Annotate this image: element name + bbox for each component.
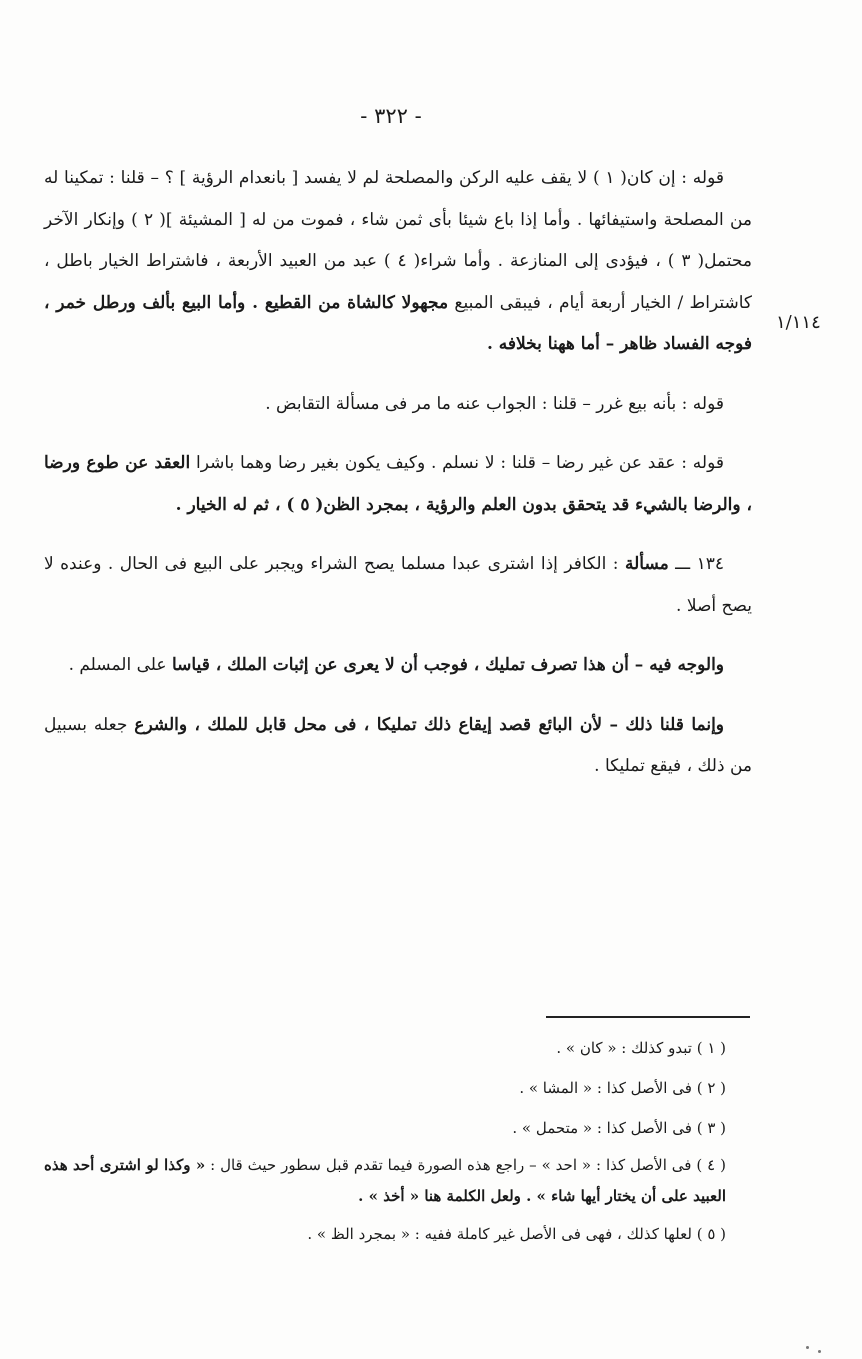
paragraph-bold-text: والوجه فيه – أن هذا تصرف تمليك ، فوجب أن لا يعرى عن إثبات الملك ، قياسا (171, 655, 724, 675)
paragraph-3 (44, 443, 752, 526)
margin-reference: ١/١١٤ (776, 312, 821, 333)
issue-label: مسألة (624, 554, 669, 574)
paragraph-text: قوله : بأنه بيع غرر – قلنا : الجواب عنه ما مر فى مسألة التقابض . (265, 393, 724, 414)
footnote-bold-text: « وكذا لو اشترى أحد هذه العبيد على أن يختار أيها شاء » . ولعل الكلمة هنا « أخذ » . (44, 1156, 726, 1205)
footnote-2 (44, 1070, 752, 1106)
scan-speck (818, 1350, 821, 1353)
paragraph-1 (44, 158, 752, 366)
footnote-marker: ( ٥ ) (696, 1225, 726, 1243)
paragraph-text: على المسلم . (68, 655, 167, 675)
footnote-text: تبدو كذلك : « كان » . (556, 1039, 692, 1057)
footnote-text: فى الأصل كذا : « المشا » . (519, 1079, 692, 1097)
footnote-3 (44, 1110, 752, 1146)
scan-speck (806, 1346, 809, 1349)
paragraph-2 (44, 384, 752, 426)
paragraph-6 (44, 705, 752, 788)
paragraph-bold-text: مجهولا كالشاة من القطيع . وأما البيع بألف ورطل خمر ، فوجه الفساد ظاهر – أما ههنا بخلافه . (44, 292, 752, 354)
footnote-divider (546, 1016, 750, 1018)
footnote-marker: ( ٤ ) (696, 1156, 726, 1174)
footnote-1 (44, 1030, 752, 1066)
footnote-text: فى الأصل كذا : « احد » – راجع هذه الصورة فيما تقدم قبل سطور حيث قال : (210, 1156, 692, 1174)
paragraph-bold-text: العقد عن طوع ورضا ، والرضا بالشيء قد يتحقق بدون العلم والرؤية ، بمجرد الظن( ٥ ) ، ثم له الخيار . (44, 453, 752, 515)
footnote-4 (44, 1150, 752, 1212)
footnote-5 (44, 1216, 752, 1252)
paragraph-text: قوله : إن كان( ١ ) لا يقف عليه الركن والمصلحة لم لا يفسد [ بانعدام الرؤية ] ؟ – قلنا : تمكينا له من المصلحة واستيفائها . وأما إذا باع شيئا بأى ثمن شاء ، فموت من له [ المشيئة ]( ٢ ) وإنكار الآخر محتمل( ٣ ) ، فيؤدى إلى المنازعة . وأما شراء( ٤ ) عبد من العبيد الأربعة ، فاشتراط الخيار باطل ، كاشتراط / الخيار أربعة أيام ، فيبقى المبيع (44, 168, 753, 313)
paragraph-bold-text: وإنما قلنا ذلك – لأن البائع قصد إيقاع ذلك تمليكا ، فى محل قابل للملك ، والشرع (134, 714, 725, 735)
footnotes (44, 1030, 752, 1256)
footnote-text: فى الأصل كذا : « متحمل » . (512, 1119, 692, 1137)
issue-dash: ـــ (668, 554, 691, 574)
main-text (44, 158, 752, 806)
paragraph-text: : الكافر إذا اشترى عبدا مسلما يصح الشراء ويجبر على البيع فى الحال . وعنده لا يصح أصلا . (44, 554, 752, 616)
footnote-text: لعلها كذلك ، فهى فى الأصل غير كاملة ففيه : « بمجرد الظ » . (307, 1225, 692, 1243)
footnote-marker: ( ٢ ) (696, 1079, 726, 1097)
footnote-marker: ( ١ ) (696, 1039, 726, 1057)
paragraph-4-issue (44, 544, 752, 627)
paragraph-text: جعله بسبيل من ذلك ، فيقع تمليكا . (44, 714, 752, 776)
paragraph-text: قوله : عقد عن غير رضا – قلنا : لا نسلم . وكيف يكون بغير رضا وهما باشرا (195, 453, 724, 473)
issue-number: ١٣٤ (696, 554, 724, 574)
paragraph-5 (44, 645, 752, 687)
footnote-marker: ( ٣ ) (696, 1119, 726, 1137)
page-number: - ٣٢٢ - (360, 104, 422, 128)
